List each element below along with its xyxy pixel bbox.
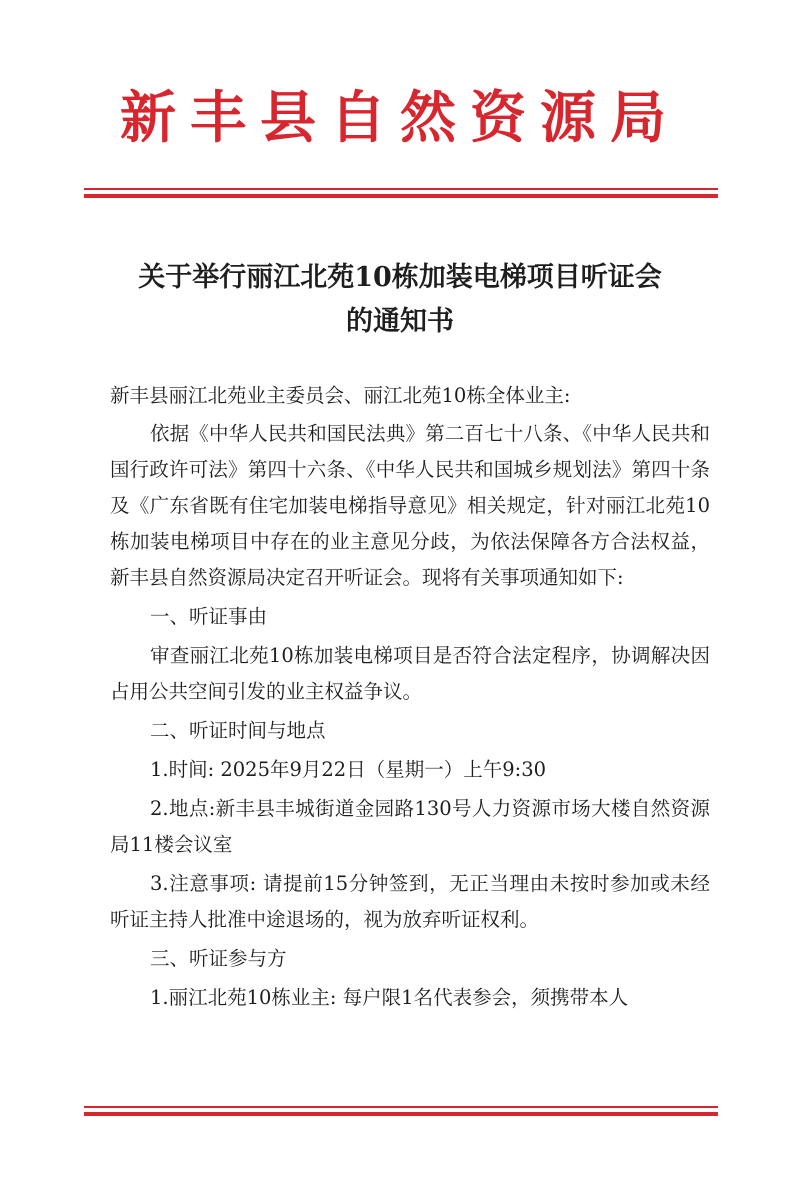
section-item: 1.时间: 2025年9月22日（星期一）上午9:30 [150,758,547,781]
section-item: 2.地点:新丰县丰城街道金园路130号人力资源市场大楼自然资源局11楼会议室 [110,797,710,856]
notice-body [110,378,710,1019]
section-paragraph: 审查丽江北苑10栋加装电梯项目是否符合法定程序，协调解决因占用公共空间引发的业主权益争议。 [110,644,710,703]
letterhead-agency-name: 新丰县自然资源局 [120,85,680,151]
section-item: 1.丽江北苑10栋业主: 每户限1名代表参会，须携带本人 [150,986,629,1009]
addressee: 新丰县丽江北苑业主委员会、丽江北苑10栋全体业主: [110,384,571,407]
notice-title-line-1: 关于举行丽江北苑10栋加装电梯项目听证会 [138,262,662,293]
notice-title [60,256,740,344]
section-heading: 三、听证参与方 [150,947,287,970]
intro-paragraph: 依据《中华人民共和国民法典》第二百七十八条、《中华人民共和国行政许可法》第四十六条、《中华人民共和国城乡规划法》第四十条及《广东省既有住宅加装电梯指导意见》相关规定，针对丽江北苑10栋加装电梯项目中存在的业主意见分歧，为依法保障各方合法权益，新丰县自然资源局决定召开听证会。现将有关事项通知如下: [110,422,710,589]
letterhead-top-rule [84,188,718,198]
notice-title-line-2: 的通知书 [346,306,454,337]
footer-rule [84,1106,718,1116]
section-heading: 二、听证时间与地点 [150,719,326,742]
section-item: 3.注意事项: 请提前15分钟签到，无正当理由未按时参加或未经听证主持人批准中途退场的，视为放弃听证权利。 [110,872,710,931]
section-heading: 一、听证事由 [150,605,268,628]
